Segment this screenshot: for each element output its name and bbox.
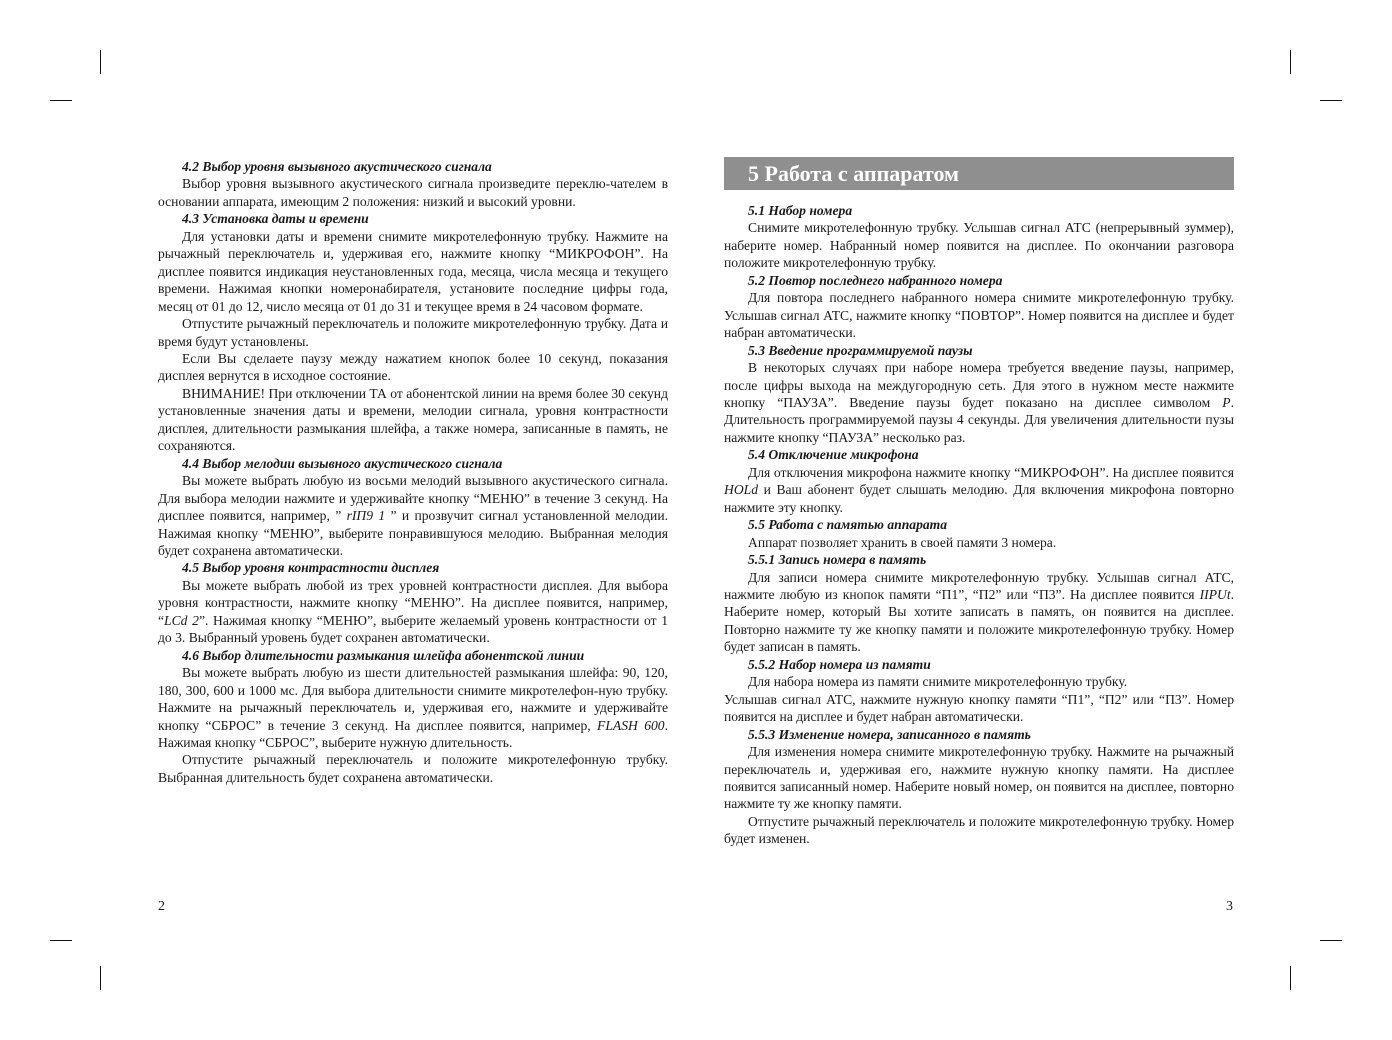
text-run: Для отключения микрофона нажмите кнопку “МИКРОФОН”. На дисплее появится — [748, 464, 1234, 480]
chapter-title: 5 Работа с аппаратом — [724, 157, 1234, 190]
paragraph: Снимите микротелефонную трубку. Услышав сигнал АТС (непрерывный зуммер), наберите номер. Набранный номер появится на дисплее. По окончании разговора положите микротелефонную трубку. — [724, 220, 1234, 271]
text-run: и Ваш абонент будет слышать мелодию. Для включения микрофона повторно нажмите эту кнопку. — [724, 482, 1234, 515]
section-heading: 4.6 Выбор длительности размыкания шлейфа абонентской линии — [182, 647, 585, 663]
paragraph: Выбор уровня вызывного акустического сигнала произведите переклю-чателем в основании аппарата, имеющим 2 положения: низкий и высокий уровни. — [158, 176, 668, 209]
crop-mark — [50, 100, 72, 101]
paragraph — [158, 664, 668, 751]
paragraph — [724, 569, 1234, 656]
section-heading: 5.5.1 Запись номера в память — [748, 552, 927, 568]
paragraph — [724, 464, 1234, 516]
crop-mark — [100, 966, 101, 990]
display-code: rIП9 1 — [341, 508, 391, 524]
page-number-left: 2 — [158, 899, 165, 914]
page-number-right: 3 — [1226, 899, 1233, 914]
text-run: . Наберите номер, который Вы хотите записать в память, он появится на дисплее. Повторно нажмите ту же кнопку памяти и положите микротелефонную трубку. Номер будет записан в память. — [724, 586, 1234, 655]
section-heading: 4.2 Выбор уровня вызывного акустического сигнала — [182, 159, 492, 174]
paragraph: Аппарат позволяет хранить в своей памяти 3 номера. — [748, 534, 1057, 550]
paragraph: Отпустите рычажный переключатель и положите микротелефонную трубку. Дата и время будут установлены. — [158, 316, 668, 349]
paragraph: Для изменения номера снимите микротелефонную трубку. Нажмите на рычажный переключатель и, удерживая его, нажмите нужную кнопку памяти. На дисплее появится записанный номер. Наберите новый номер, он появится на дисплее, повторно нажмите ту же кнопку памяти. — [724, 744, 1234, 812]
section-heading: 5.3 Введение программируемой паузы — [748, 342, 973, 358]
crop-mark — [1320, 940, 1342, 941]
crop-mark — [1290, 50, 1291, 74]
paragraph — [158, 472, 668, 559]
paragraph: Отпустите рычажный переключатель и положите микротелефонную трубку. Выбранная длительность будет сохранена автоматически. — [158, 752, 668, 785]
crop-mark — [1290, 966, 1291, 990]
text-run: . Нажимая кнопку “СБРОС”, выберите нужную длительность. — [158, 717, 668, 750]
left-page — [158, 158, 668, 786]
text-run: Вы можете выбрать любую из шести длительностей размыкания шлейфа: 90, 120, 180, 300, 600 и 1000 мс. Для выбора длительности снимите микротелефон-ную трубку. Нажмите на рычажный переключатель и, удерживая его, нажмите и удерживайте кнопку “СБРОС” в течение 3 секунд. На дисплее появится, например, — [158, 665, 668, 733]
paragraph: Для набора номера из памяти снимите микротелефонную трубку. — [748, 674, 1128, 690]
section-heading: 4.5 Выбор уровня контрастности дисплея — [182, 560, 440, 576]
warning-paragraph: ВНИМАНИЕ! При отключении ТА от абонентской линии на время более 30 секунд установленные значения даты и времени, мелодии сигнала, уровня контрастности дисплея, длительности размыкания шлейфа, а также номера, записанные в память, не сохраняются. — [158, 385, 668, 454]
paragraph — [724, 359, 1234, 446]
text-run: . Длительность программируемой паузы 4 секунды. Для увеличения длительности пузы нажмите кнопку “ПАУЗА” несколько раз. — [724, 394, 1234, 445]
text-run: Вы можете выбрать любую из восьми мелодий вызывного акустического сигнала. Для выбора мелодии нажмите и удерживайте кнопку “МЕНЮ” в течение 3 секунд. На дисплее появится, например, ” — [158, 473, 668, 524]
paragraph: Отпустите рычажный переключатель и положите микротелефонную трубку. Номер будет изменен. — [724, 813, 1234, 847]
display-code: IIPUt — [1199, 586, 1231, 602]
section-heading: 5.1 Набор номера — [748, 203, 853, 218]
display-code: P — [1222, 394, 1231, 410]
right-page — [724, 157, 1234, 848]
paragraph — [158, 577, 668, 647]
display-code: LCd 2 — [164, 612, 199, 628]
paragraph: Услышав сигнал АТС, нажмите нужную кнопку памяти “П1”, “П2” или “П3”. Номер появится на дисплее и будет набран автоматически. — [724, 691, 1234, 725]
paragraph: Для повтора последнего набранного номера снимите микротелефонную трубку. Услышав сигнал АТС, нажмите кнопку “ПОВТОР”. Номер появится на дисплее и будет набран автоматически. — [724, 290, 1234, 341]
paragraph: Если Вы сделаете паузу между нажатием кнопок более 10 секунд, показания дисплея вернутся в исходное состояние. — [158, 350, 668, 384]
display-code: HOLd — [724, 482, 758, 498]
section-heading: 5.5 Работа с памятью аппарата — [748, 517, 948, 533]
section-heading: 5.2 Повтор последнего набранного номера — [748, 272, 1003, 288]
text-run: Для записи номера снимите микротелефонную трубку. Услышав сигнал АТС, нажмите любую из кнопок памяти “П1”, “П2” или “П3”. На дисплее появится — [724, 569, 1234, 602]
section-heading: 5.5.3 Изменение номера, записанного в память — [748, 726, 1031, 742]
text-run: Вы можете выбрать любой из трех уровней контрастности дисплея. Для выбора уровня контрастности, нажмите кнопку “МЕНЮ”. На дисплее появится, например, “ — [158, 577, 668, 628]
crop-mark — [1320, 100, 1342, 101]
crop-mark — [100, 50, 101, 74]
crop-mark — [50, 940, 72, 941]
section-heading: 5.4 Отключение микрофона — [748, 447, 919, 463]
text-run: В некоторых случаях при наборе номера требуется введение паузы, например, после цифры выхода на междугородную сеть. Для этого в нужном месте нажмите кнопку “ПАУЗА”. Введение паузы будет показано на дисплее символом — [724, 360, 1234, 410]
text-run: ” и прозвучит сигнал установленной мелодии. Нажимая кнопку “МЕНЮ”, выберите понравившуюся мелодию. Выбранная мелодия будет сохранена автоматически. — [158, 508, 668, 558]
text-run: ”. Нажимая кнопку “МЕНЮ”, выберите желаемый уровень контрастности от 1 до 3. Выбранный уровень будет сохранен автоматически. — [158, 612, 669, 646]
paragraph: Для установки даты и времени снимите микротелефонную трубку. Нажмите на рычажный переключатель и, удерживая его, нажмите кнопку “МИКРОФОН”. На дисплее появится индикация неустановленных года, месяца, числа месяца и текущего времени. Нажимая кнопки номеронабирателя, установите последние цифры года, месяц от 01 до 12, число месяца от 01 до 31 и текущее время в 24 часовом формате. — [158, 228, 668, 314]
section-heading: 4.3 Установка даты и времени — [182, 211, 369, 227]
section-heading: 5.5.2 Набор номера из памяти — [748, 656, 931, 672]
display-code: FLASH 600 — [597, 717, 665, 733]
section-heading: 4.4 Выбор мелодии вызывного акустического сигнала — [182, 455, 503, 471]
